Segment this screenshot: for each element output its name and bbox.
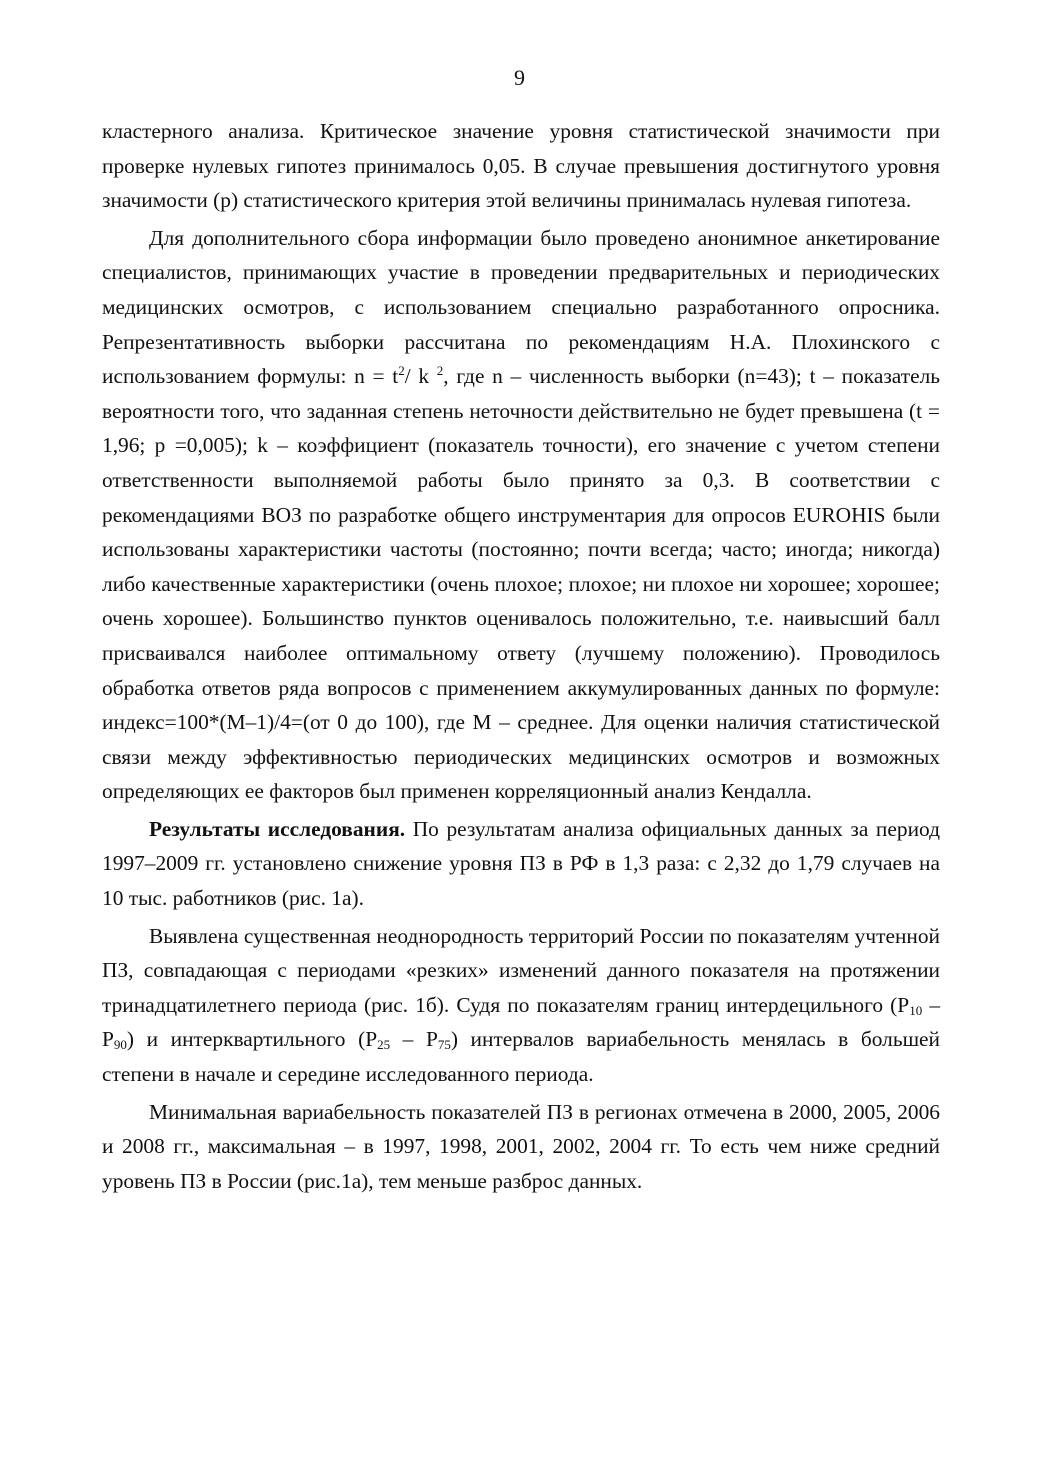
paragraph-survey	[102, 221, 940, 809]
subscript-p90: 90	[113, 1037, 127, 1053]
page-number: 9	[514, 65, 525, 90]
subscript-p75: 75	[437, 1037, 451, 1053]
heterogeneity-text-part-4: – P	[390, 1027, 438, 1052]
heterogeneity-text-part-3: ) и интерквартильного (P	[126, 1027, 378, 1052]
paragraph-heterogeneity	[102, 919, 940, 1092]
results-heading: Результаты исследования.	[149, 816, 406, 841]
paragraph-methods-end: кластерного анализа. Критическое значение уровня статистической значимости при проверке нулевых гипотез принималось 0,05. В случае превышения достигнутого уровня значимости (р) статистического критерия этой величины принималась нулевая гипотеза.	[102, 119, 940, 213]
formula-superscript-t: 2	[398, 363, 405, 379]
subscript-p25: 25	[377, 1037, 391, 1053]
document-body	[102, 114, 940, 1198]
heterogeneity-text-part-1: Выявлена существенная неоднородность территорий России по показателям учтенной ПЗ, совпадающая с периодами «резких» изменений данного показателя на протяжении тринадцатилетнего периода (рис. 1б). Судя по показателям границ интердецильного (P	[102, 923, 940, 1017]
heterogeneity-text-part-2: – P	[102, 992, 941, 1052]
paragraph-variability: Минимальная вариабельность показателей ПЗ в регионах отмечена в 2000, 2005, 2006 и 2008 гг., максимальная – в 1997, 1998, 2001, 2002, 2004 гг. То есть чем ниже средний уровень ПЗ в России (рис.1а), тем меньше разброс данных.	[102, 1099, 940, 1193]
results-text: По результатам анализа официальных данных за период 1997–2009 гг. установлено снижение уровня ПЗ в РФ в 1,3 раза: с 2,32 до 1,79 случаев на 10 тыс. работников (рис. 1а).	[102, 816, 940, 911]
survey-text-part-3: , где n – численность выборки (n=43); t – показатель вероятности того, что заданная степень неточности действительно не будет превышена (t = 1,96; p =0,005); k – коэффициент (показатель точности), его значение с учетом степени ответственности выполняемой работы было принято за 0,3. В соответствии с рекомендациями ВОЗ по разработке общего инструментария для опросов EUROHIS были использованы характеристики частоты (постоянно; почти всегда; часто; иногда; никогда) либо качественные характеристики (очень плохое; плохое; ни плохое ни хорошее; хорошее; очень хорошее). Большинство пунктов оценивалось положительно, т.е. наивысший балл присваивался наиболее оптимальному ответу (лучшему положению). Проводилось обработка ответов ряда вопросов с применением аккумулированных данных по формуле: индекс=100*(М–1)/4=(от 0 до 100), где М – среднее. Для оценки наличия статистической связи между эффективностью периодических медицинских осмотров и возможных определяющих ее факторов был применен корреляционный анализ Кендалла.	[102, 364, 940, 804]
formula-superscript-k: 2	[436, 363, 444, 379]
survey-text-part-2: / k	[404, 364, 437, 389]
paragraph-results	[102, 812, 940, 916]
heterogeneity-text-part-5: ) интервалов вариабельность менялась в большей степени в начале и середине исследованного периода.	[102, 1027, 940, 1087]
subscript-p10: 10	[909, 1002, 923, 1018]
survey-text-part-1: Для дополнительного сбора информации было проведено анонимное анкетирование специалистов, принимающих участие в проведении предварительных и периодических медицинских осмотров, с использованием специально разработанного опросника. Репрезентативность выборки рассчитана по рекомендациям Н.А. Плохинского с использованием формулы: n = t	[102, 225, 940, 389]
